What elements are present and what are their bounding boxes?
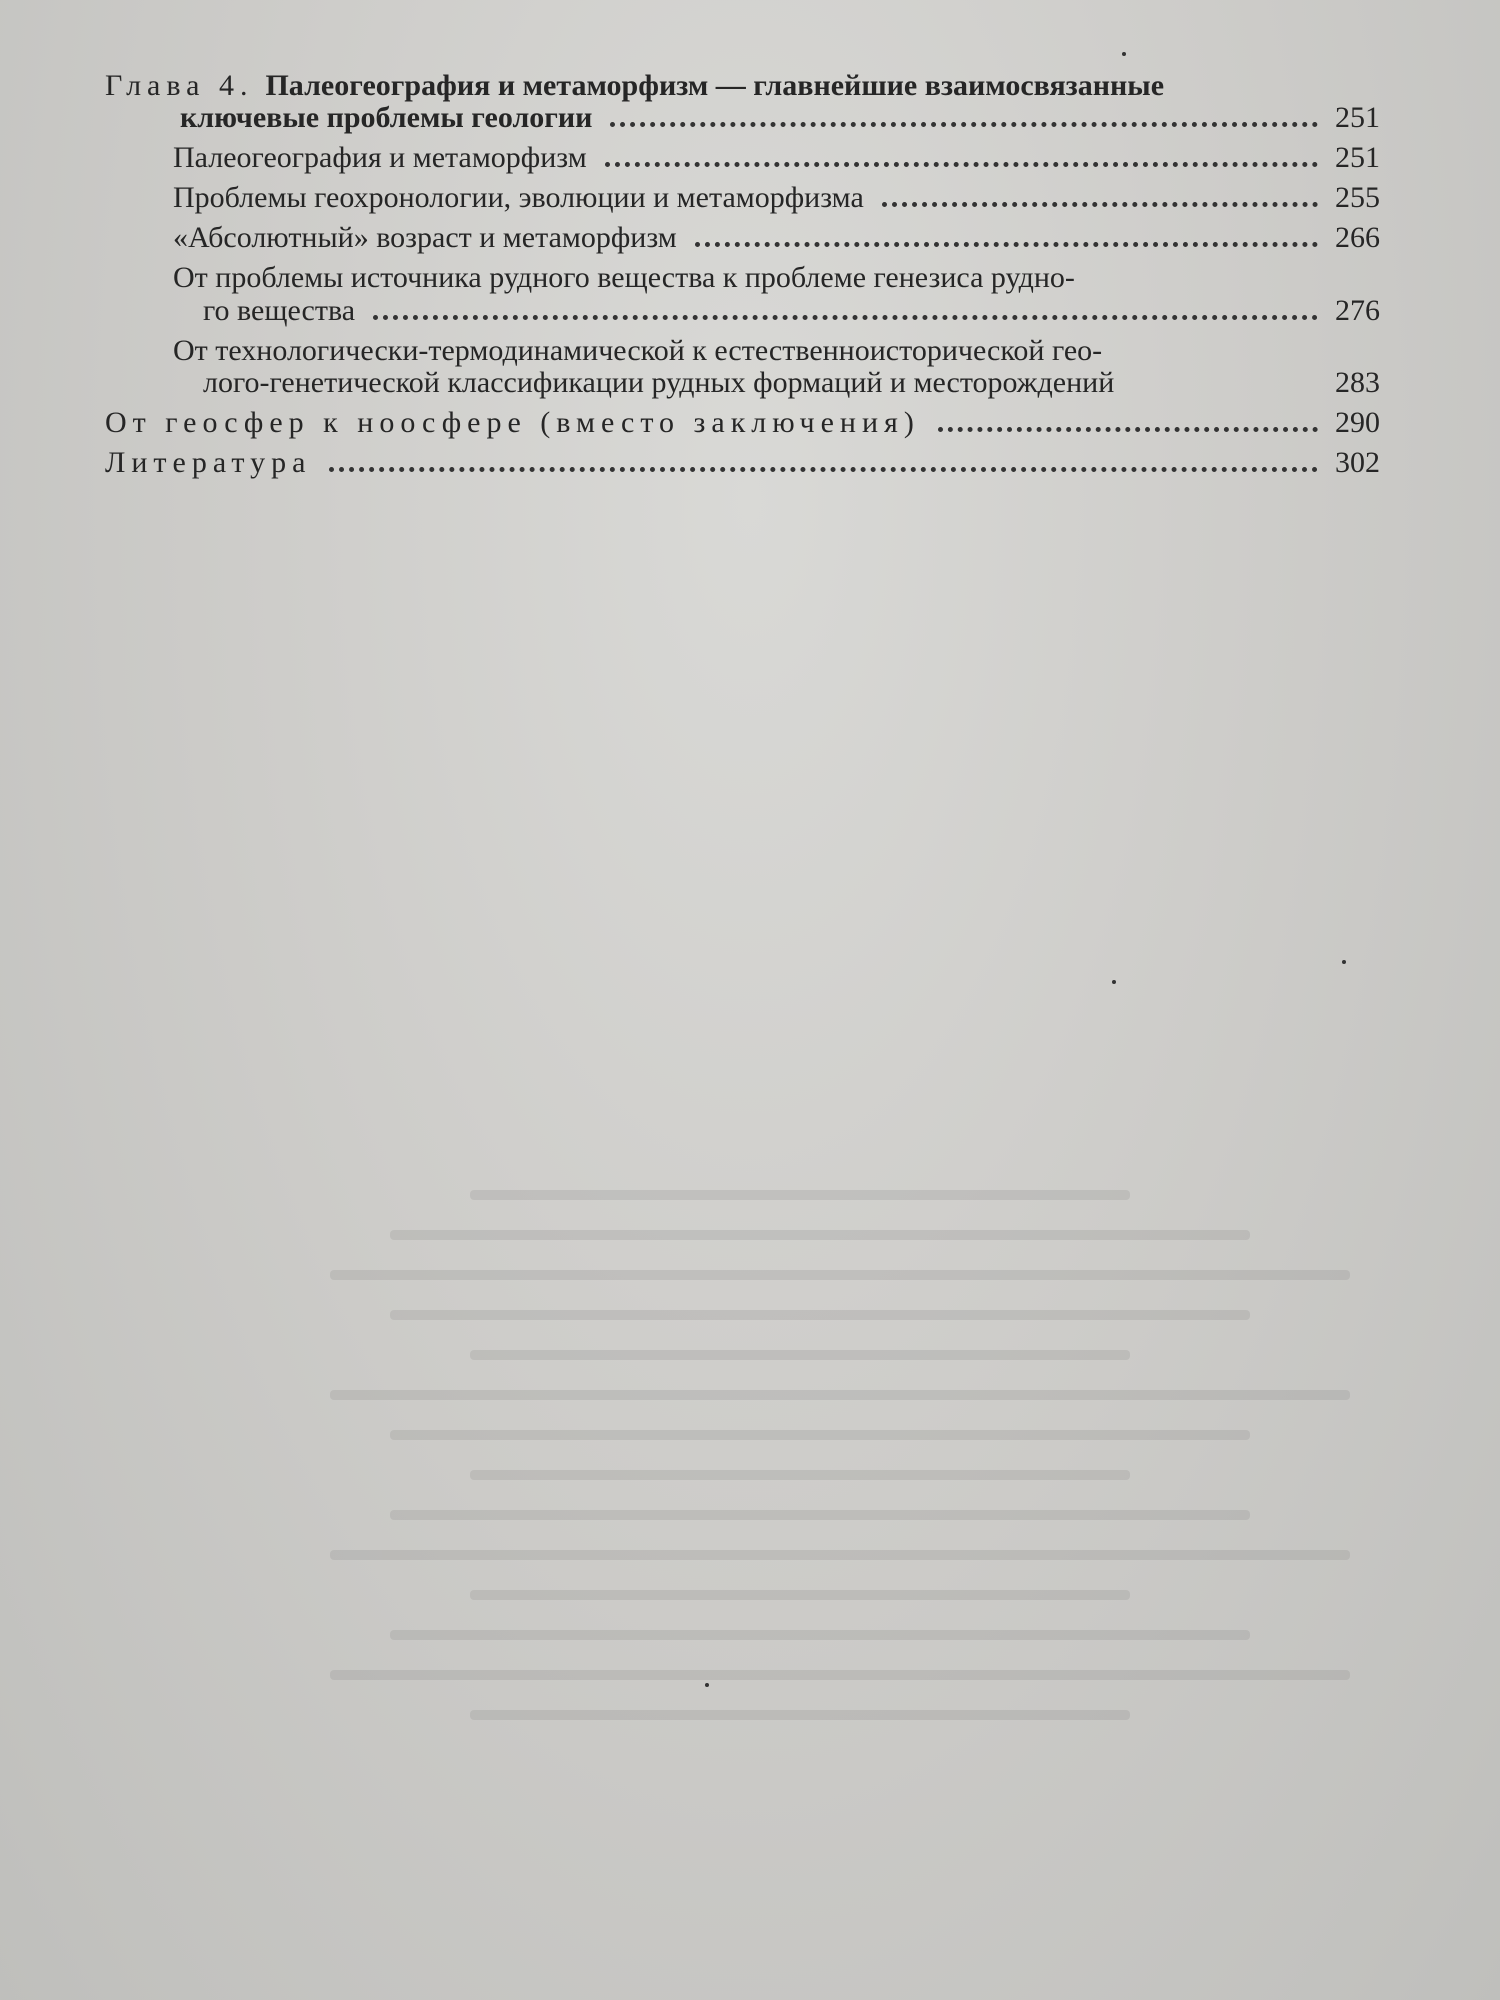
page-number: 251 [1335,101,1380,135]
section-title: Проблемы геохронологии, эволюции и метаморфизма [173,181,864,215]
chapter-title-line2: ключевые проблемы геологии [180,101,593,135]
dot-leader [329,467,1318,472]
toc-section-entry [105,222,1380,254]
toc-section-entry [105,335,1380,399]
literature-title: Литература [105,445,312,479]
section-title: «Абсолютный» возраст и метаморфизм [173,221,677,255]
toc-conclusion-entry [105,407,1380,439]
page-number: 251 [1335,141,1380,175]
page-number: 276 [1335,293,1380,327]
dot-leader [695,242,1318,247]
dot-leader [610,122,1318,127]
page-number: 290 [1335,405,1380,439]
page-speck [705,1683,709,1687]
toc-section-entry [105,182,1380,214]
dot-leader [373,315,1318,320]
page-number: 255 [1335,181,1380,215]
page-number: 302 [1335,445,1380,479]
section-title-line1: От технологически-термодинамической к естественноисторической гео- [173,333,1103,367]
chapter-label: Глава 4. [105,69,254,102]
toc-literature-entry [105,447,1380,479]
dot-leader [882,202,1318,207]
table-of-contents [105,70,1380,479]
bleed-through-text [330,1160,1350,1860]
page-speck [1112,980,1116,984]
section-title-line2: го вещества [203,293,356,327]
dot-leader [605,162,1318,167]
toc-section-entry [105,262,1380,326]
section-title: Палеогеография и метаморфизм [173,141,587,175]
page-speck [1342,960,1346,964]
page-number: 266 [1335,221,1380,255]
section-title-line1: От проблемы источника рудного вещества к проблеме генезиса рудно- [173,261,1075,295]
chapter-title-line1: Палеогеография и метаморфизм — главнейшие взаимосвязанные [265,69,1165,102]
toc-chapter-entry [105,70,1380,134]
page-speck [1122,52,1126,56]
conclusion-title: От геосфер к ноосфере (вместо заключения) [105,405,920,439]
dot-leader [938,427,1318,432]
section-title-line2: лого-генетической классификации рудных формаций и месторождений [203,365,1115,399]
page-number: 283 [1335,365,1380,399]
toc-section-entry [105,142,1380,174]
